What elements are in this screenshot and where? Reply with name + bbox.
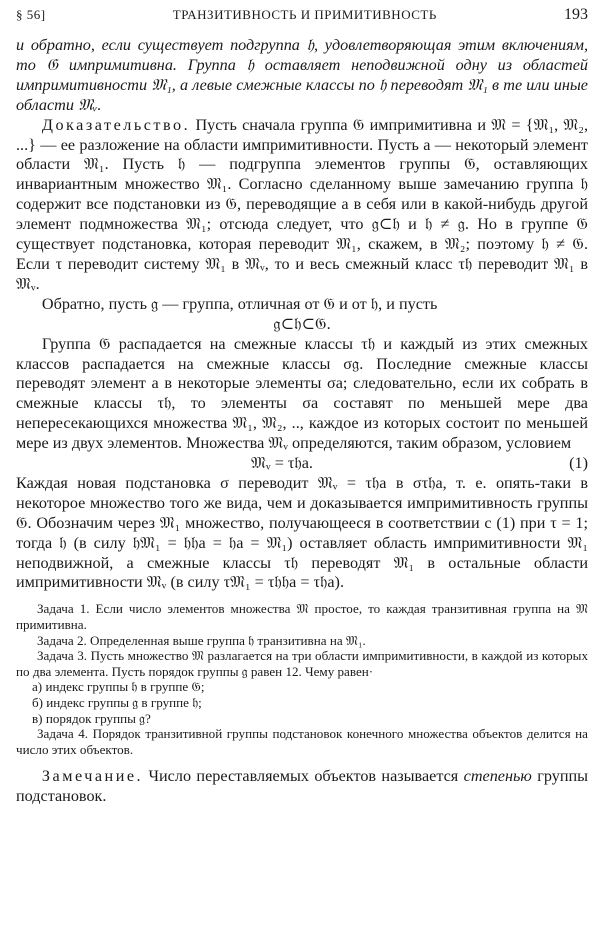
formula-1 [16, 454, 588, 474]
section-number: § 56] [16, 7, 46, 22]
remark-label: Замечание. [41, 767, 144, 786]
task-3: Задача 3. Пусть множество 𝔐 разлагается на три области импримитивности, в каждой из которых по два элемента. Пусть порядок группы 𝔤 равен 12. Чему равен· [16, 648, 588, 679]
task-3-a: а) индекс группы 𝔥 в группе 𝔊; [32, 679, 205, 695]
page-number: 193 [564, 6, 588, 23]
converse-paragraph: Обратно, пусть 𝔤 — группа, отличная от 𝔊 и от 𝔥, и пусть [41, 294, 438, 313]
intro-paragraph: и обратно, если существует подгруппа 𝔥, удовлетворяющая этим включениям, то 𝔊 импримитивна. Группа 𝔥 оставляет неподвижной одну из областей импримитивности 𝔐₁, а левые смежные классы по 𝔥 переводят 𝔐₁ в те или иные области 𝔐ᵥ. [16, 36, 588, 114]
formula-1-expression: 𝔐ᵥ = τ𝔥a. [251, 454, 313, 473]
tasks-section [16, 601, 588, 757]
proof-paragraph [16, 116, 588, 295]
page-header [16, 6, 588, 36]
body-text [16, 36, 588, 593]
task-1: Задача 1. Если число элементов множества 𝔐 простое, то каждая транзитивная группа на 𝔐 примитивна. [16, 601, 588, 632]
inclusion-formula: 𝔤⊂𝔥⊂𝔊. [273, 314, 331, 333]
proof-label: Доказательство. [41, 115, 191, 134]
remark-italic-term: степенью [463, 767, 532, 786]
formula-1-tag: (1) [569, 454, 588, 473]
task-4: Задача 4. Порядок транзитивной группы подстановок конечного множества объектов делится на число этих объектов. [16, 726, 588, 757]
remark-text-before: Число переставляемых объектов называется [148, 767, 459, 786]
task-3-c: в) порядок группы 𝔤? [32, 710, 151, 726]
task-3-b: б) индекс группы 𝔤 в группе 𝔥; [32, 694, 202, 710]
remark-text-after: группы подстановок. [16, 767, 589, 806]
proof-text: Пусть сначала группа 𝔊 импримитивна и 𝔐 = {𝔐₁, 𝔐₂, ...} — ее разложение на области импримитивности. Пусть a — некоторый элемент области 𝔐₁. Пусть 𝔥 — подгруппа элементов группы 𝔊, оставляющих инвариантным множество 𝔐₁. Согласно сделанному выше замечанию группа 𝔥 содержит все подстановки из 𝔊, переводящие a в себя или в какой-нибудь другой элемент подмножества 𝔐₁; отсюда следует, что 𝔤⊂𝔥 и 𝔥 ≠ 𝔤. Но в группе 𝔊 существует подстановка, которая переводит 𝔐₁, скажем, в 𝔐₂; поэтому 𝔥 ≠ 𝔊. Если τ переводит систему 𝔐₁ в 𝔐ᵥ, то и весь смежный класс τ𝔥 переводит 𝔐₁ в 𝔐ᵥ. [16, 115, 588, 293]
remark-paragraph [16, 767, 588, 807]
task-2: Задача 2. Определенная выше группа 𝔥 транзитивна на 𝔐₁. [36, 632, 366, 648]
decomposition-paragraph: Группа 𝔊 распадается на смежные классы τ𝔥 и каждый из этих смежных классов распадается на смежные классы σ𝔤. Последние смежные классы переводят элемент a в некоторые элементы σa; следовательно, если их собрать в смежные классы τ𝔥, то элементы σa составят по меньшей мере два непересекающихся множества 𝔐₁, 𝔐₂, .., каждое из которых состоит по меньшей мере из двух элементов. Множества 𝔐ᵥ определяются, таким образом, условием [16, 334, 588, 453]
continuation-paragraph: Каждая новая подстановка σ переводит 𝔐ᵥ = τ𝔥a в στ𝔥a, т. е. опять-таки в некоторое множество того же вида, чем и доказывается импримитивность группы 𝔊. Обозначим через 𝔐₁ множество, получающееся в соответствии с (1) при τ = 1; тогда 𝔥 (в силу 𝔥𝔐₁ = 𝔥𝔥a = 𝔥a = 𝔐₁) оставляет область импримитивности 𝔐₁ неподвижной, а смежные классы τ𝔥 переводят 𝔐₁ в остальные области импримитивности 𝔐ᵥ (в силу τ𝔐₁ = τ𝔥𝔥a = τ𝔥a). [16, 473, 588, 592]
running-title: ТРАНЗИТИВНОСТЬ И ПРИМИТИВНОСТЬ [172, 7, 437, 22]
